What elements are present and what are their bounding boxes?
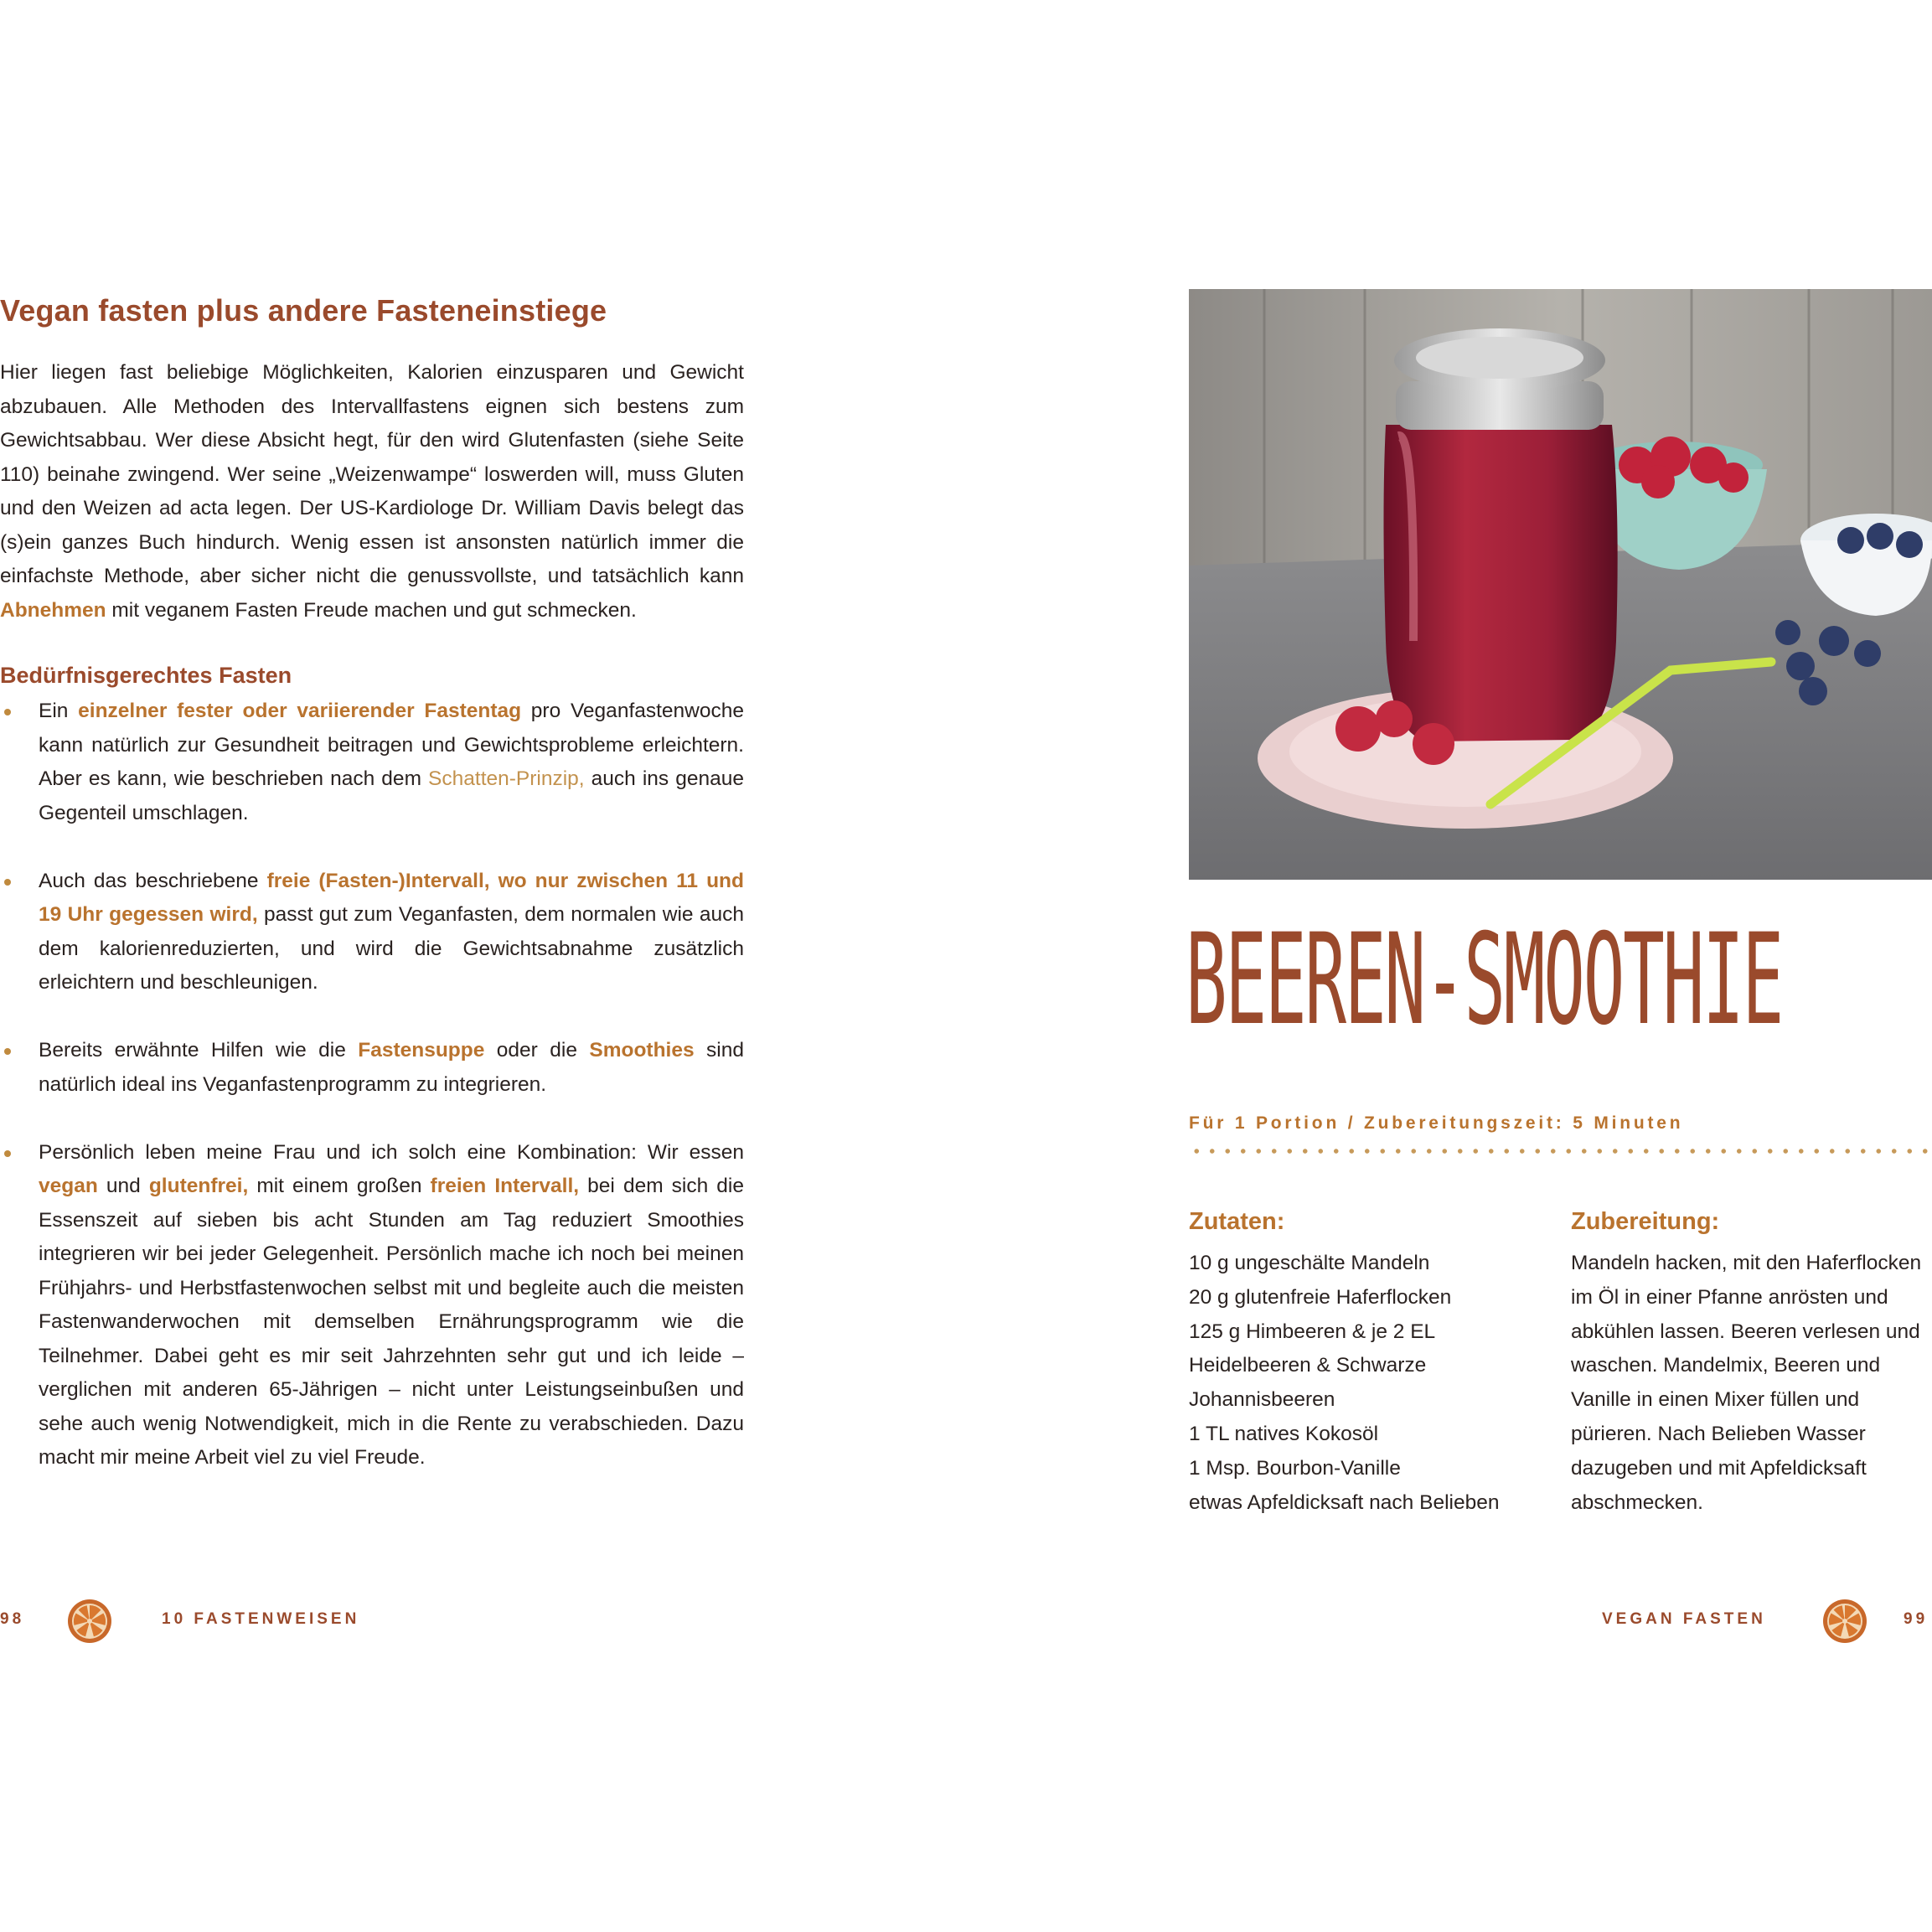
intro-text: Hier liegen fast beliebige Möglichkeiten, Kalorien einzusparen und Gewicht abzubauen. Alle Methoden des Intervallfastens eignen sich bestens zum Gewichtsabbau. Wer diese Absicht hegt, für den wird Glutenfasten (siehe Seite 110) beinahe zwingend. Wer seine „Weizenwampe“ loswerden will, muss Gluten und den Weizen ad acta legen. Der US-Kardiologe Dr. William Davis belegt das (s)ein ganzes Buch hindurch. Wenig essen ist ansonsten natürlich immer die einfachste Methode, aber sicher nicht die genussvollste, und tatsächlich kann [0,361,744,587]
ingredient-item: 125 g Himbeeren & je 2 EL Heidelbeeren & Schwarze Johannisbeeren [1189,1320,1435,1412]
text: auch ins genaue Gegenteil umschlagen. [39,767,744,824]
section-heading: Vegan fasten plus andere Fasteneinstiege [0,293,607,328]
text: sind natürlich ideal ins Veganfastenprogramm zu integrieren. [39,1039,744,1096]
list-item [0,1136,744,1475]
text: bei dem sich die Essenszeit auf sieben bis acht Stunden am Tag reduziert Smoothies integrieren wir bei jeder Gelegenheit. Persönlich mache ich noch bei meinen Frühjahrs- und Herbstfastenwochen selbst mit und begleite auch die meisten Fastenwanderwochen mit demselben Ernährungsprogramm wie die Teilnehmer. Dabei geht es mir seit Jahrzehnten sehr gut und ich leide – verglichen mit anderen 65-Jährigen – nicht unter Leistungseinbußen und sehe auch wenig Notwendigkeit, mich in die Rente zu verabschieden. Dazu macht mir meine Arbeit viel zu viel Freude. [39,1175,744,1469]
ingredients-list [1189,1247,1541,1520]
section-name-right: VEGAN FASTEN [1602,1610,1766,1628]
preparation-text: Mandeln hacken, mit den Haferflocken im Öl in einer Pfanne anrösten und abkühlen lassen. Beeren verlesen und waschen. Mandelmix, Beeren und Vanille in einen Mixer füllen und pürieren. Nach Belieben Wasser dazugeben und mit Apfeldicksaft abschmecken. [1571,1252,1922,1514]
ingredient-item: 10 g ungeschälte Mandeln [1189,1252,1430,1274]
ingredient-item: 1 TL natives Kokosöl [1189,1422,1379,1445]
highlight: freien Intervall, [430,1175,580,1197]
text: oder die [484,1039,590,1062]
text: und [97,1175,149,1197]
list-item [0,695,744,830]
ingredient-item: etwas Apfeldicksaft nach Belieben [1189,1490,1500,1514]
highlight: freie (Fasten-)Intervall, wo nur zwischen 11 und 19 Uhr gegessen wird, [39,869,744,926]
dotted-divider [1189,1149,1932,1154]
intro-text-end: mit veganem Fasten Freude machen und gut schmecken. [106,598,637,622]
preparation-heading: Zubereitung: [1571,1208,1720,1235]
text: Ein [39,700,79,722]
ingredient-item: 20 g glutenfreie Haferflocken [1189,1285,1452,1309]
page-number-right: 99 [1904,1610,1929,1628]
text: mit einem großen [248,1175,431,1197]
recipe-title: BEEREN-SMOOTHIE [1186,907,1783,1053]
ingredients-heading: Zutaten: [1189,1208,1285,1235]
subheading: Bedürfnisgerechtes Fasten [0,663,292,688]
text: pro Veganfastenwoche kann natürlich zur Gesundheit beitragen und Gewichtsprobleme erleichtern. Aber es kann, wie beschrieben nach dem [39,700,744,790]
text: Persönlich leben meine Frau und ich solch eine Kombination: Wir essen [39,1140,744,1164]
highlight: Smoothies [589,1039,695,1062]
text: Bereits erwähnte Hilfen wie die [39,1039,359,1062]
orange-slice-icon [67,1599,112,1644]
page-number-left: 98 [0,1610,25,1628]
list-item [0,1034,744,1102]
highlight: einzelner fester oder variierender Fastentag [78,700,522,722]
intro-paragraph [0,356,744,628]
section-name-left: 10 FASTENWEISEN [162,1610,360,1628]
orange-slice-icon [1822,1599,1867,1644]
ingredient-item: 1 Msp. Bourbon-Vanille [1189,1456,1401,1480]
text: Auch das beschriebene [39,869,267,892]
list-item [0,865,744,1000]
text: passt gut zum Veganfasten, dem normalen wie auch dem kalorienreduzierten, und wird die Gewichtsabnahme zusätzlich erleichtern und beschleunigen. [39,903,744,994]
highlight: Fastensuppe [358,1039,485,1062]
highlight: glutenfrei, [148,1175,249,1197]
cross-reference-link[interactable]: Schatten-Prinzip, [428,767,585,790]
highlight: vegan [39,1175,98,1197]
intro-highlight: Abnehmen [0,598,106,622]
bullet-list [0,695,744,1509]
recipe-meta: Für 1 Portion / Zubereitungszeit: 5 Minuten [1189,1113,1684,1133]
smoothie-photo [1189,289,1932,880]
